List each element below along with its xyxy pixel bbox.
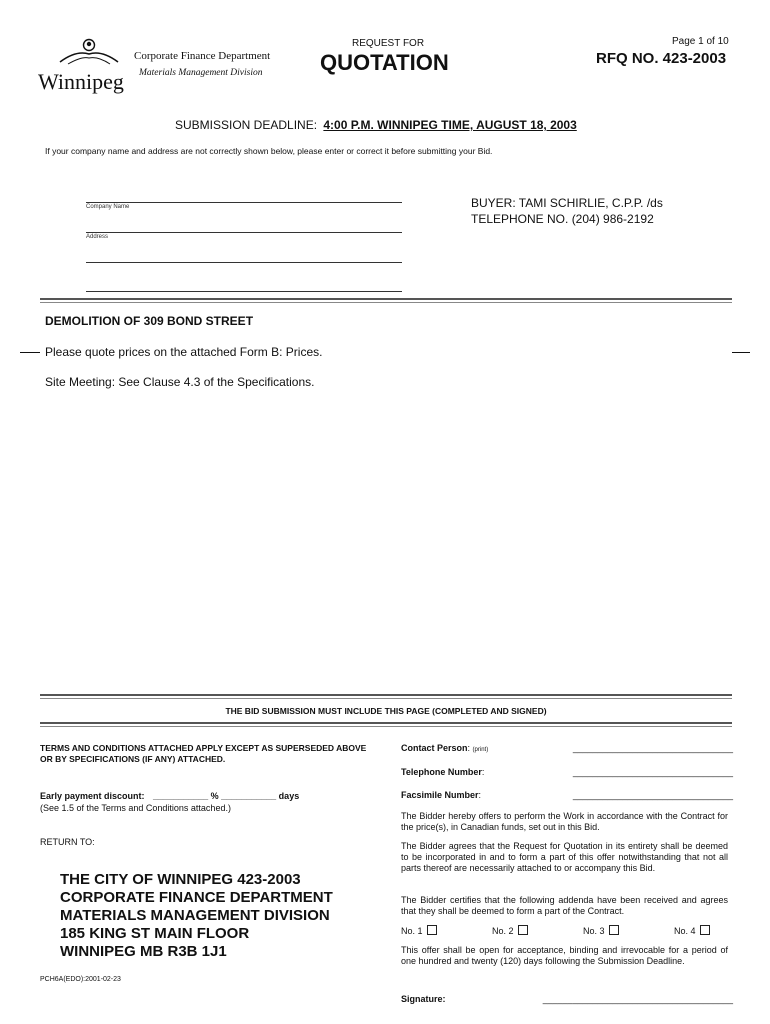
bid-banner: THE BID SUBMISSION MUST INCLUDE THIS PAGE (COMPLETED AND SIGNED) <box>225 706 547 716</box>
city-logo <box>38 36 128 96</box>
deadline-value: 4:00 P.M. WINNIPEG TIME, AUGUST 18, 2003 <box>323 118 577 132</box>
address-line: THE CITY OF WINNIPEG 423-2003 <box>60 871 301 888</box>
return-address <box>60 871 333 961</box>
bid-divider-bottom <box>40 722 732 724</box>
checkbox-icon[interactable] <box>609 925 619 935</box>
bid-divider-top <box>40 694 732 696</box>
checkbox-icon[interactable] <box>427 925 437 935</box>
early-payment <box>40 791 299 801</box>
fax-field[interactable]: ________________________________ <box>572 790 733 800</box>
fax-row: Facsimile Number: ________________________________ <box>401 790 733 800</box>
bid-divider-bottom-thin <box>40 726 732 727</box>
return-to-label: RETURN TO: <box>40 837 95 847</box>
early-payment-days[interactable]: ___________ days <box>221 791 300 801</box>
signature-field[interactable]: ______________________________________ <box>542 994 733 1004</box>
early-payment-percent[interactable]: ___________ % <box>153 791 219 801</box>
bid-divider-top-thin <box>40 698 732 699</box>
rfq-number: RFQ NO. 423-2003 <box>596 50 727 67</box>
project-title: DEMOLITION OF 309 BOND STREET <box>45 314 254 328</box>
site-meeting: Site Meeting: See Clause 4.3 of the Specifications. <box>45 375 315 389</box>
address-line: WINNIPEG MB R3B 1J1 <box>60 943 227 960</box>
deadline-label: SUBMISSION DEADLINE: <box>175 118 318 132</box>
header-divider-thin <box>40 302 732 303</box>
address-line-1[interactable] <box>86 232 402 233</box>
telephone-label: Telephone Number <box>401 767 482 777</box>
department-name: Corporate Finance Department <box>134 50 271 62</box>
signature-row <box>401 994 733 1004</box>
contact-person-field[interactable]: ________________________________ <box>572 743 733 753</box>
address-line: 185 KING ST MAIN FLOOR <box>60 925 250 942</box>
request-for-label: REQUEST FOR <box>352 38 425 49</box>
early-payment-note: (See 1.5 of the Terms and Conditions attached.) <box>40 803 231 813</box>
address-line: CORPORATE FINANCE DEPARTMENT <box>60 889 333 906</box>
contact-person-row: Contact Person: (print) ________________________________ <box>401 743 733 753</box>
signature-label: Signature: <box>401 994 446 1004</box>
terms-conditions: TERMS AND CONDITIONS ATTACHED APPLY EXCEPT AS SUPERSEDED ABOVE OR BY SPECIFICATIONS (IF ANY) ATTACHED. <box>40 743 367 764</box>
page-number: Page 1 of 10 <box>672 36 729 47</box>
checkbox-icon[interactable] <box>518 925 528 935</box>
address-line: MATERIALS MANAGEMENT DIVISION <box>60 907 330 924</box>
addendum-2[interactable]: No. 2 <box>492 925 528 936</box>
left-margin-mark <box>20 352 40 353</box>
contact-print-note: (print) <box>472 747 489 753</box>
quote-instructions: Please quote prices on the attached Form B: Prices. <box>45 345 323 359</box>
address-line-2[interactable] <box>86 262 402 263</box>
header-divider <box>40 298 732 300</box>
addenda-statement: The Bidder certifies that the following addenda have been received and agrees that they shall be deemed to form a part of the Contract. <box>401 895 728 916</box>
addendum-4[interactable]: No. 4 <box>674 925 710 936</box>
logo-text: Winnipeg <box>38 69 124 94</box>
contact-person-label: Contact Person <box>401 743 468 753</box>
offer-statement: The Bidder hereby offers to perform the Work in accordance with the Contract for the price(s), in Canadian funds, set out in this Bid. <box>401 811 728 832</box>
form-code: PCH6A(EDO):2001-02-23 <box>40 976 121 983</box>
rfq-incorporation-statement: The Bidder agrees that the Request for Quotation in its entirety shall be deemed to be incorporated in and to form a part of this offer notwithstanding that not all parts thereof are necessarily attached to or accompany this Bid. <box>401 841 728 873</box>
logo-emblem-icon <box>38 36 128 66</box>
right-margin-mark <box>732 352 750 353</box>
addendum-3[interactable]: No. 3 <box>583 925 619 936</box>
address-line-3[interactable] <box>86 291 402 292</box>
checkbox-icon[interactable] <box>700 925 710 935</box>
addendum-1[interactable]: No. 1 <box>401 925 437 936</box>
division-name: Materials Management Division <box>139 68 263 78</box>
fax-label: Facsimile Number <box>401 790 479 800</box>
telephone-field[interactable]: ________________________________ <box>572 767 733 777</box>
submission-deadline <box>175 118 577 132</box>
buyer-telephone: TELEPHONE NO. (204) 986-2192 <box>471 212 654 226</box>
early-payment-label: Early payment discount: <box>40 791 145 801</box>
address-label: Address <box>86 234 109 240</box>
telephone-row: Telephone Number: ________________________________ <box>401 767 733 777</box>
company-name-label: Company Name <box>86 204 130 210</box>
acceptance-period-statement: This offer shall be open for acceptance, binding and irrevocable for a period of one hundred and twenty (120) days following the Submission Deadline. <box>401 945 728 966</box>
quotation-title: QUOTATION <box>320 50 449 75</box>
buyer-name: BUYER: TAMI SCHIRLIE, C.P.P. /ds <box>471 196 663 210</box>
company-name-line[interactable] <box>86 202 402 203</box>
correction-notice: If your company name and address are not correctly shown below, please enter or correct it before submitting your Bid. <box>45 146 493 156</box>
